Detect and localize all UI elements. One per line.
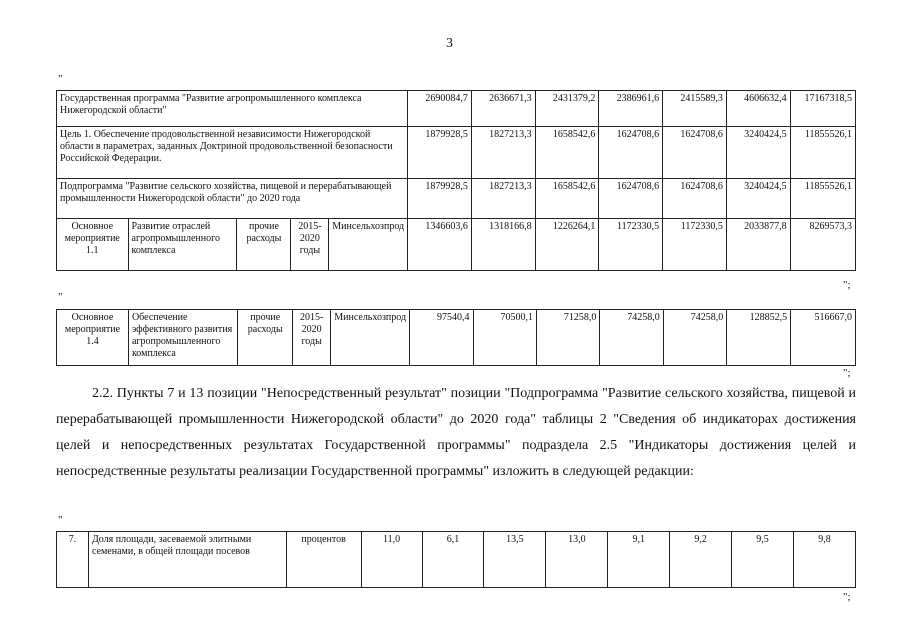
table-row <box>57 219 856 271</box>
finance-table-activity <box>56 309 856 366</box>
table-cell: 6,1 <box>422 532 484 588</box>
table-row <box>57 532 856 588</box>
table-cell: 2386961,6 <box>599 91 663 127</box>
table-cell: 2431379,2 <box>535 91 599 127</box>
table-cell: 128852,5 <box>727 310 791 366</box>
table-cell: 3240424,5 <box>726 179 790 219</box>
table-row <box>57 310 856 366</box>
table-cell: 2415589,3 <box>663 91 727 127</box>
table-cell: 2636671,3 <box>471 91 535 127</box>
open-quote: " <box>58 514 63 526</box>
table-cell: 3240424,5 <box>726 127 790 179</box>
activity-code: Основное мероприятие 1.4 <box>57 310 129 366</box>
table-cell: 516667,0 <box>791 310 856 366</box>
period: 2015-2020 годы <box>291 219 329 271</box>
table-cell: 1624708,6 <box>663 127 727 179</box>
table-cell: 70500,1 <box>473 310 536 366</box>
activity-code: Основное мероприятие 1.1 <box>57 219 129 271</box>
row-label: Государственная программа "Развитие агропромышленного комплекса Нижегородской области" <box>57 91 408 127</box>
executor: Минсельхозпрод <box>329 219 408 271</box>
table-cell: 1827213,3 <box>471 127 535 179</box>
expense-type: прочие расходы <box>237 219 291 271</box>
activity-name: Развитие отраслей агропромышленного комплекса <box>128 219 237 271</box>
table-row <box>57 179 856 219</box>
indicator-unit: процентов <box>286 532 361 588</box>
amendment-paragraph: 2.2. Пункты 7 и 13 позиции "Непосредственный результат" позиции "Подпрограмма "Развитие сельского хозяйства, пищевой и перерабатывающей промышленности Нижегородской области" до 2020 года" таблицы 2 "Сведения об индикаторах достижения целей и непосредственных результатах Государственной программы" подраздела 2.5 "Индикаторы достижения целей и непосредственные результаты реализации Государственной программы" изложить в следующей редакции: <box>56 386 856 479</box>
page-number: 3 <box>446 36 453 51</box>
row-label: Подпрограмма "Развитие сельского хозяйства, пищевой и перерабатывающей промышленности Нижегородской области" до 2020 года <box>57 179 408 219</box>
table-cell: 1172330,5 <box>663 219 727 271</box>
indicator-number: 7. <box>57 532 89 588</box>
period: 2015-2020 годы <box>293 310 331 366</box>
table-cell: 1624708,6 <box>663 179 727 219</box>
table-cell: 1172330,5 <box>599 219 663 271</box>
table-cell: 1624708,6 <box>599 127 663 179</box>
table-cell: 74258,0 <box>600 310 663 366</box>
table-cell: 4606632,4 <box>726 91 790 127</box>
activity-name: Обеспечение эффективного развития агропромышленного комплекса <box>128 310 237 366</box>
table-cell: 1827213,3 <box>471 179 535 219</box>
table-cell: 9,5 <box>732 532 794 588</box>
table-cell: 13,0 <box>546 532 608 588</box>
row-label: Цель 1. Обеспечение продовольственной независимости Нижегородской области в параметрах, заданных Доктриной продовольственной безопасности Российской Федерации. <box>57 127 408 179</box>
table-cell: 1658542,6 <box>535 127 599 179</box>
executor: Минсельхозпрод <box>331 310 410 366</box>
table-row <box>57 127 856 179</box>
table-cell: 11855526,1 <box>790 179 855 219</box>
indicator-name: Доля площади, засеваемой элитными семенами, в общей площади посевов <box>88 532 286 588</box>
table-cell: 1879928,5 <box>408 179 472 219</box>
expense-type: прочие расходы <box>238 310 293 366</box>
open-quote: " <box>58 291 63 303</box>
table-cell: 1346603,6 <box>408 219 472 271</box>
close-quote: "; <box>843 367 851 379</box>
close-quote: "; <box>843 591 851 603</box>
table-cell: 1879928,5 <box>408 127 472 179</box>
indicator-table <box>56 531 856 588</box>
table-cell: 1226264,1 <box>535 219 599 271</box>
table-cell: 11,0 <box>361 532 422 588</box>
finance-table-program <box>56 90 856 271</box>
table-row <box>57 91 856 127</box>
close-quote: "; <box>843 279 851 291</box>
table-cell: 2033877,8 <box>726 219 790 271</box>
table-cell: 9,2 <box>670 532 732 588</box>
table-cell: 17167318,5 <box>790 91 855 127</box>
table-cell: 13,5 <box>484 532 546 588</box>
table-cell: 9,1 <box>608 532 670 588</box>
table-cell: 8269573,3 <box>790 219 855 271</box>
open-quote: " <box>58 73 63 85</box>
table-cell: 9,8 <box>794 532 856 588</box>
table-cell: 97540,4 <box>410 310 473 366</box>
table-cell: 1318166,8 <box>471 219 535 271</box>
table-cell: 11855526,1 <box>790 127 855 179</box>
table-cell: 1624708,6 <box>599 179 663 219</box>
table-cell: 2690084,7 <box>408 91 472 127</box>
table-cell: 74258,0 <box>663 310 726 366</box>
table-cell: 71258,0 <box>536 310 599 366</box>
table-cell: 1658542,6 <box>535 179 599 219</box>
